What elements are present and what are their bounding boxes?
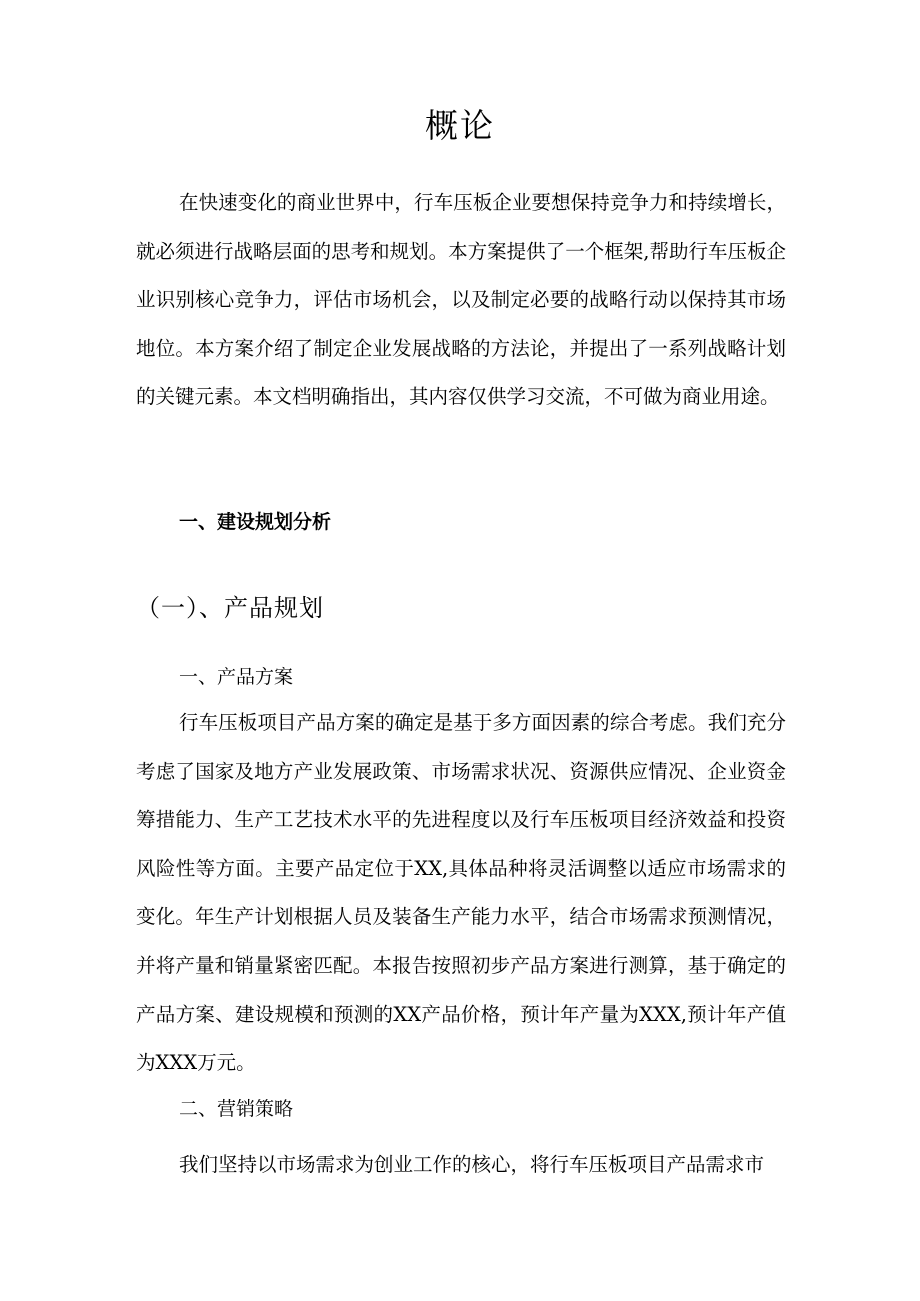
subsection-heading: （一）、产品规划: [136, 594, 324, 622]
page-title: 概论: [425, 106, 495, 145]
item-heading-marketing: 二、营销策略: [179, 1098, 294, 1120]
marketing-paragraph: 我们坚持以市场需求为创业工作的核心，将行车压板项目产品需求市: [179, 1153, 765, 1176]
product-plan-paragraph: 行车压板项目产品方案的确定是基于多方面因素的综合考虑。我们充分考虑了国家及地方产业发展政策、市场需求状况、资源供应情况、企业资金筹措能力、生产工艺技术水平的先进程度以及行车压板项目经济效益和投资风险性等方面。主要产品定位于XX,具体品种将灵活调整以适应市场需求的变化。年生产计划根据人员及装备生产能力水平，结合市场需求预测情况，并将产量和销量紧密匹配。本报告按照初步产品方案进行测算，基于确定的产品方案、建设规模和预测的XX产品价格，预计年产量为XXX,预计年产值为XXX万元。: [136, 711, 786, 1075]
item-heading-product-plan: 一、产品方案: [179, 666, 294, 688]
intro-paragraph: 在快速变化的商业世界中，行车压板企业要想保持竞争力和持续增长，就必须进行战略层面的思考和规划。本方案提供了一个框架,帮助行车压板企业识别核心竞争力，评估市场机会，以及制定必要的战略行动以保持其市场地位。本方案介绍了制定企业发展战略的方法论，并提出了一系列战略计划的关键元素。本文档明确指出，其内容仅供学习交流，不可做为商业用途。: [136, 191, 786, 409]
section-heading: 一、建设规划分析: [179, 511, 332, 533]
